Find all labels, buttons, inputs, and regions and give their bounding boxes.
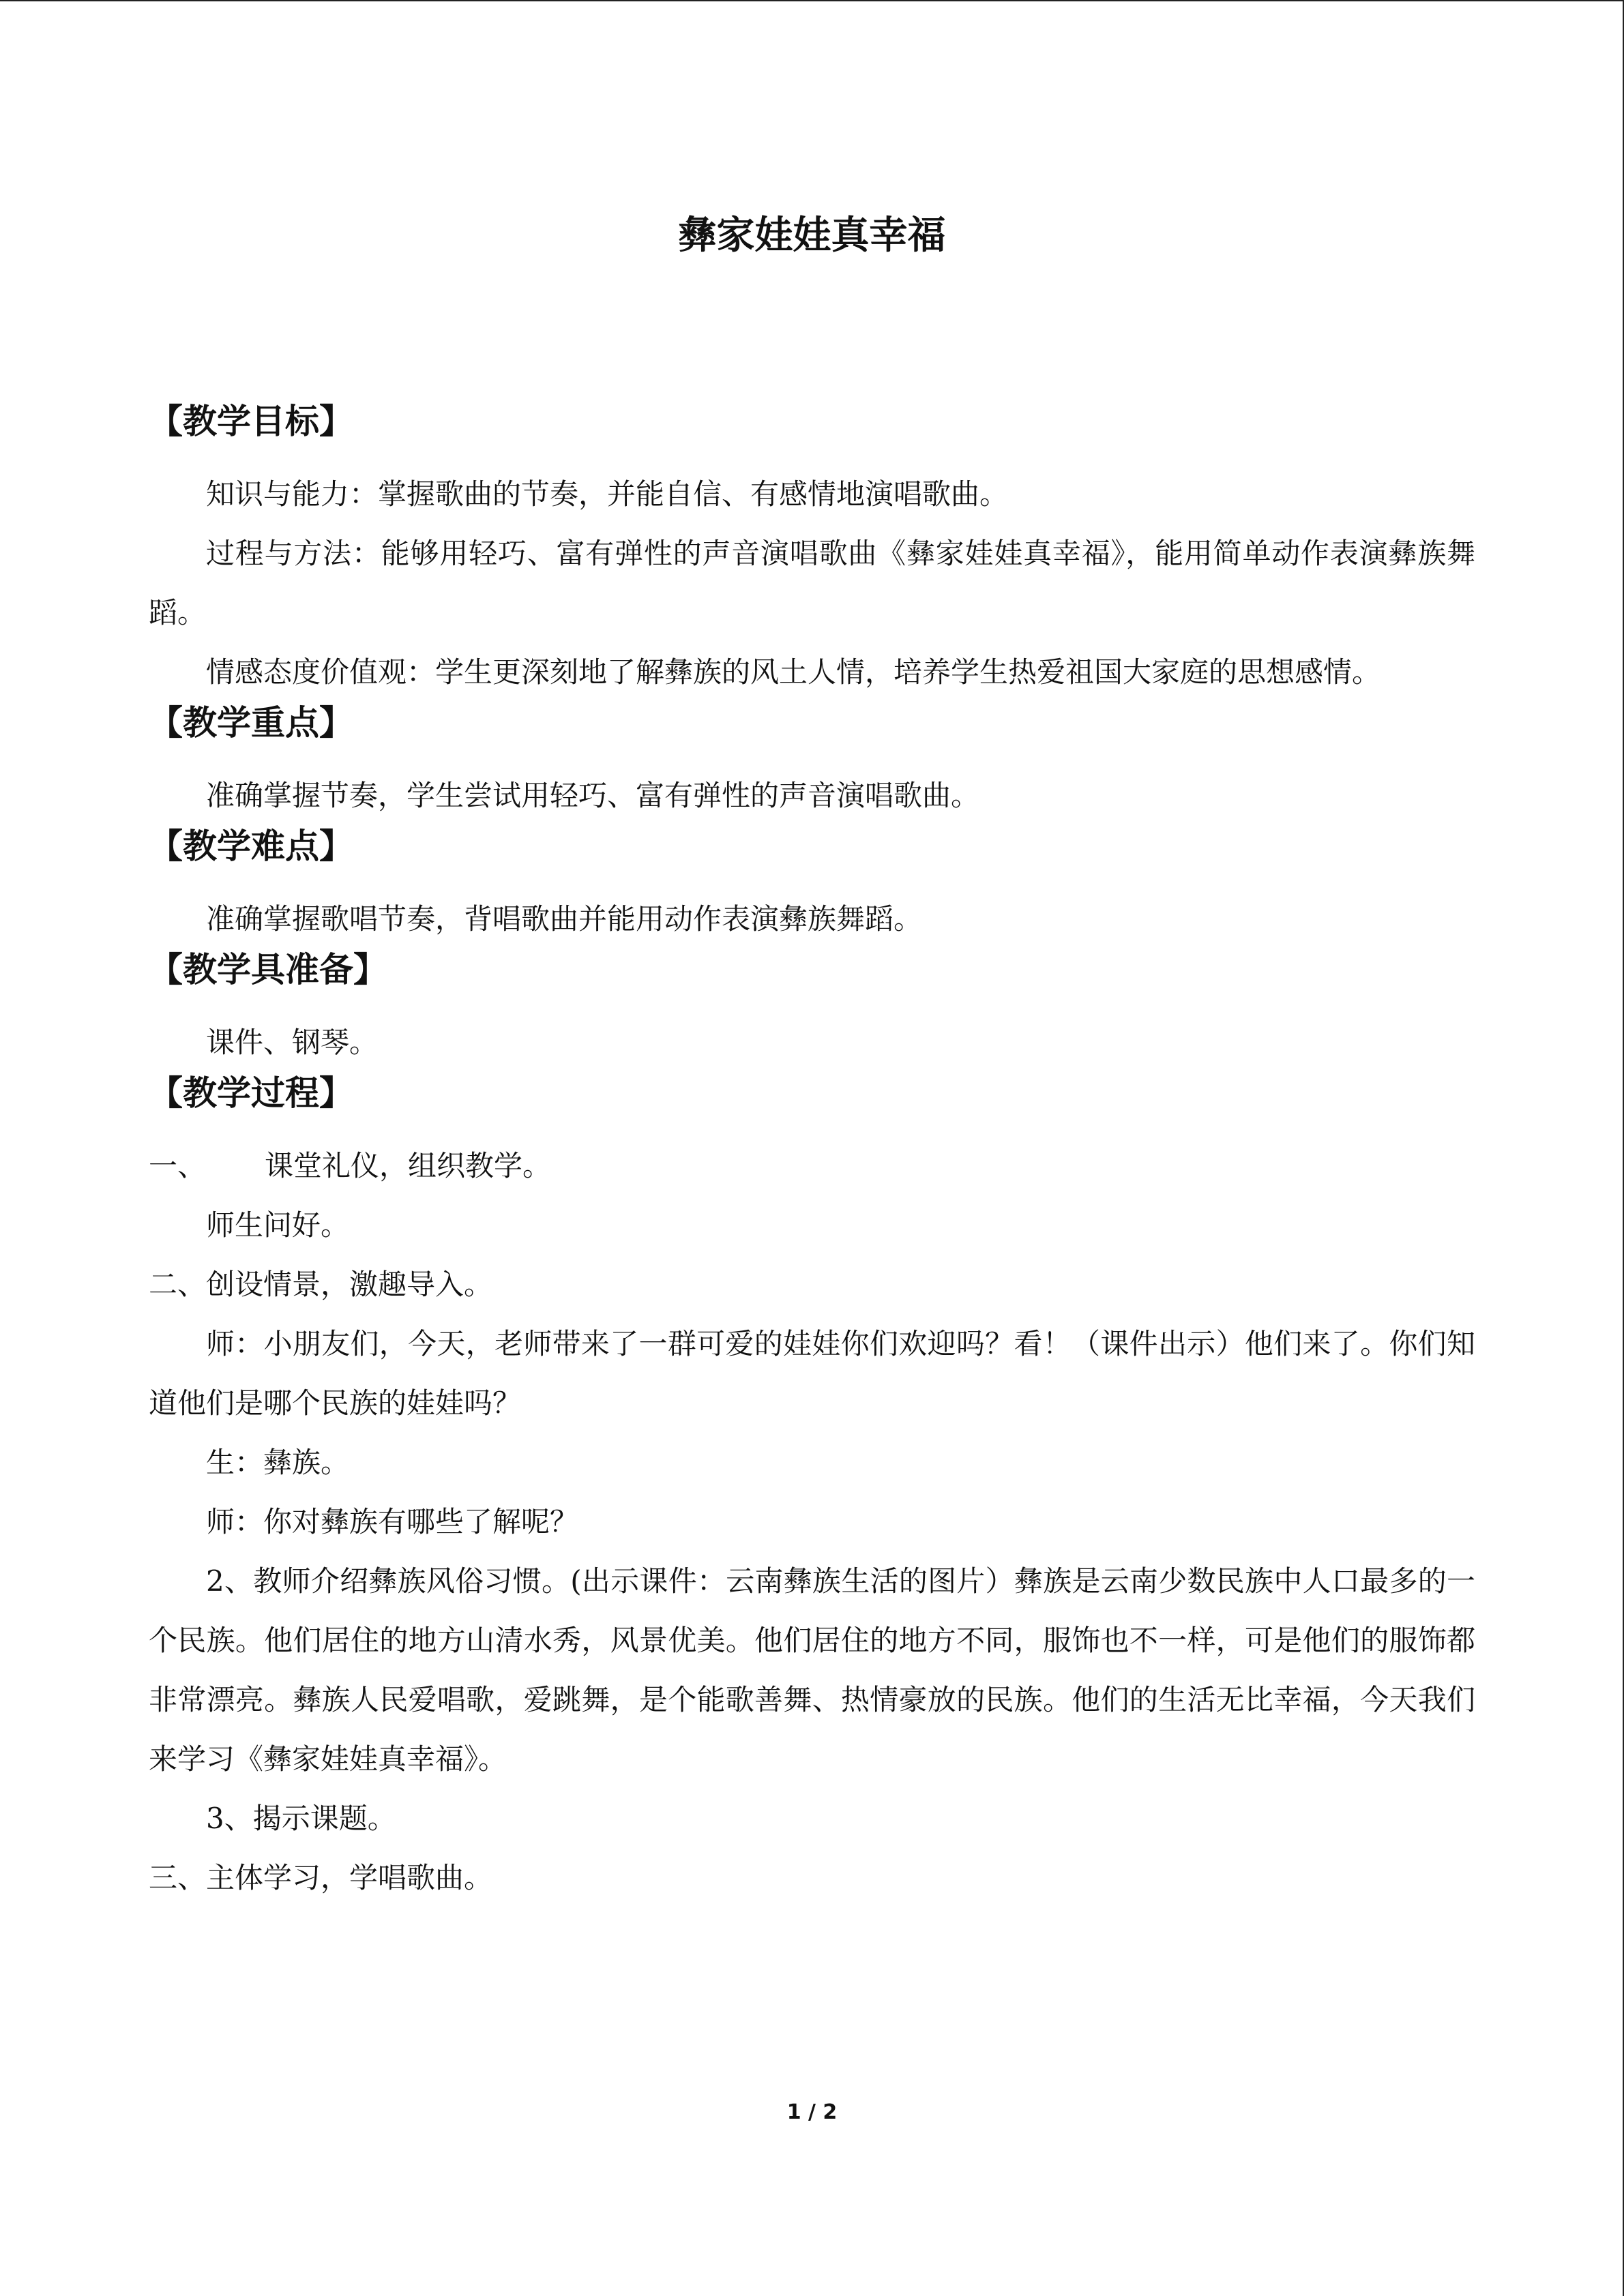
process-step-1-greeting: 师生问好。 xyxy=(206,1208,350,1242)
objective-knowledge: 知识与能力：掌握歌曲的节奏，并能自信、有感情地演唱歌曲。 xyxy=(206,477,1009,511)
document-body xyxy=(149,198,1475,1907)
process-step-1-text: 课堂礼仪，组织教学。 xyxy=(265,1149,552,1182)
process-teacher-question: 师：你对彝族有哪些了解呢？ xyxy=(206,1505,579,1538)
heading-key-points: 【教学重点】 xyxy=(149,703,353,743)
materials-text: 课件、钢琴。 xyxy=(206,1026,379,1059)
key-points-text: 准确掌握节奏，学生尝试用轻巧、富有弹性的声音演唱歌曲。 xyxy=(206,779,980,812)
objective-emotion: 情感态度价值观：学生更深刻地了解彝族的风土人情，培养学生热爱祖国大家庭的思想感情。 xyxy=(206,655,1381,689)
process-step-1-number: 一、 xyxy=(149,1149,207,1182)
page-number: 1 / 2 xyxy=(786,2100,838,2124)
heading-difficulties: 【教学难点】 xyxy=(149,826,353,866)
document-title: 彝家娃娃真幸福 xyxy=(678,213,946,258)
process-step-2: 二、创设情景，激趣导入。 xyxy=(149,1268,493,1301)
process-teacher-intro: 师：小朋友们，今天，老师带来了一群可爱的娃娃你们欢迎吗？看！（课件出示）他们来了。你们知道他们是哪个民族的娃娃吗？ xyxy=(149,1327,1475,1420)
process-student-answer: 生：彝族。 xyxy=(206,1446,350,1479)
process-yi-customs: 2、教师介绍彝族风俗习惯。(出示课件：云南彝族生活的图片）彝族是云南少数民族中人口最多的一个民族。他们居住的地方山清水秀，风景优美。他们居住的地方不同，服饰也不一样，可是他们的服饰都非常漂亮。彝族人民爱唱歌，爱跳舞，是个能歌善舞、热情豪放的民族。他们的生活无比幸福，今天我们来学习《彝家娃娃真幸福》。 xyxy=(149,1564,1475,1776)
process-step-3: 三、主体学习，学唱歌曲。 xyxy=(149,1861,493,1894)
heading-objectives: 【教学目标】 xyxy=(149,402,353,441)
difficulties-text: 准确掌握歌唱节奏，背唱歌曲并能用动作表演彝族舞蹈。 xyxy=(206,902,923,936)
process-reveal-topic: 3、揭示课题。 xyxy=(206,1802,396,1835)
process-step-1 xyxy=(149,1136,1475,1195)
heading-materials: 【教学具准备】 xyxy=(149,950,387,989)
objective-process: 过程与方法：能够用轻巧、富有弹性的声音演唱歌曲《彝家娃娃真幸福》，能用简单动作表演彝族舞蹈。 xyxy=(149,537,1475,629)
heading-process: 【教学过程】 xyxy=(149,1073,353,1113)
